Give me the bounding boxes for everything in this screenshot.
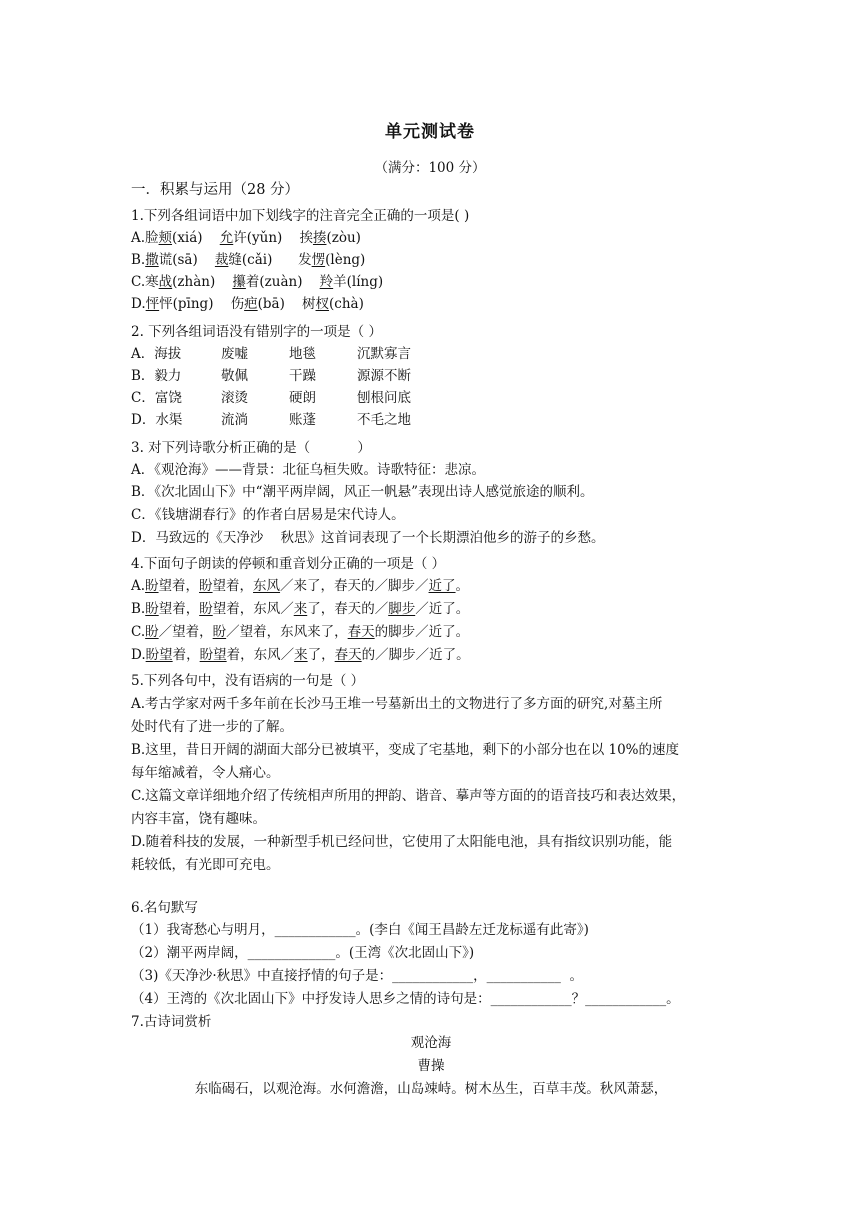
poem-title: 观沧海 [410,1035,452,1051]
question-7-stem: 7.古诗词赏析 [131,1014,212,1030]
question-6-item-2: （2）潮平两岸阔，_____________。(王湾《次北固山下》) [131,945,475,961]
question-1-option-a: A.脸颊(xiá) 允许(yǔn) 挨揍(zòu) [131,230,361,246]
question-2-option-a: A．海拔 废嘘 地毯 沉默寡言 [131,346,411,362]
question-5-stem: 5.下列各句中，没有语病的一句是（ ） [131,673,365,689]
question-5-option-a-line2: 处时代有了进一步的了解。 [131,719,293,735]
question-3-option-d: D．马致远的《天净沙 秋思》这首词表现了一个长期漂泊他乡的游子的乡愁。 [131,530,605,546]
question-3-option-b: B．《次北固山下》中“潮平两岸阔，风正一帆悬”表现出诗人感觉旅途的顺利。 [131,484,594,500]
page-subtitle: （满分：100 分） [374,160,486,176]
question-5-option-a-line1: A.考古学家对两千多年前在长沙马王堆一号墓新出土的文物进行了多方面的研究,对墓主所 [131,696,663,712]
question-4-stem: 4.下面句子朗读的停顿和重音划分正确的一项是（ ） [131,556,446,572]
question-5-option-b-line1: B.这里，昔日开阔的湖面大部分已被填平，变成了宅基地，剩下的小部分也在以 10%的速度 [131,742,680,758]
question-4-option-c: C.盼／望着，盼／望着，东风来了，春天的脚步／近了。 [131,624,470,640]
question-2-option-d: D．水渠 流淌 账蓬 不毛之地 [131,412,411,428]
poem-line-1: 东临碣石，以观沧海。水何澹澹，山岛竦峙。树木丛生，百草丰茂。秋风萧瑟， [194,1081,668,1097]
question-6-stem: 6.名句默写 [131,900,198,916]
question-4-option-a: A.盼望着，盼望着，东风／来了，春天的／脚步／近了。 [131,578,470,594]
question-1-stem: 1.下列各组词语中加下划线字的注音完全正确的一项是( ) [131,208,470,224]
question-4-option-b: B.盼望着，盼望着，东风／来了，春天的／脚步／近了。 [131,601,470,617]
question-5-option-c-line1: C.这篇文章详细地介绍了传统相声所用的押韵、谐音、摹声等方面的的语音技巧和表达效果， [131,788,686,804]
question-2-option-c: C．富饶 滚烫 硬朗 刨根问底 [131,390,411,406]
poem-author: 曹操 [417,1058,445,1074]
question-1-option-d: D.怦怦(pīng) 伤疤(bā) 树杈(chà) [131,296,364,312]
question-3-option-c: C．《钱塘湖春行》的作者白居易是宋代诗人。 [131,507,405,523]
question-6-item-4: （4）王湾的《次北固山下》中抒发诗人思乡之情的诗句是：____________？____________。 [131,991,680,1007]
question-6-item-3: （3)《天净沙·秋思》中直接抒情的句子是：____________，___________ 。 [131,968,583,984]
question-3-option-a: A．《观沧海》——背景：北征乌桓失败。诗歌特征：悲凉。 [131,462,485,478]
question-6-item-1: （1）我寄愁心与明月，____________。(李白《闻王昌龄左迁龙标遥有此寄》) [131,922,589,938]
question-2-option-b: B．毅力 敬佩 干躁 源源不断 [131,368,411,384]
question-5-option-b-line2: 每年缩减着，令人痛心。 [131,765,280,781]
question-5-option-d-line2: 耗较低，有光即可充电。 [131,857,280,873]
page-title: 单元测试卷 [385,122,475,142]
question-3-stem: 3. 对下列诗歌分析正确的是（ ） [131,440,371,456]
question-2-stem: 2. 下列各组词语没有错别字的一项是（ ） [131,324,382,340]
question-5-option-d-line1: D.随着科技的发展，一种新型手机已经问世，它使用了太阳能电池，具有指纹识别功能，能 [131,834,673,850]
question-4-option-d: D.盼望着，盼望着，东风／来了，春天的／脚步／近了。 [131,647,470,663]
question-5-option-c-line2: 内容丰富，饶有趣味。 [131,811,266,827]
section-heading: 一．积累与运用（28 分） [131,182,300,198]
question-1-option-c: C.寒战(zhàn) 攥着(zuàn) 羚羊(líng) [131,274,384,290]
question-1-option-b: B.撒谎(sā) 裁缝(cǎi) 发愣(lèng) [131,252,366,268]
